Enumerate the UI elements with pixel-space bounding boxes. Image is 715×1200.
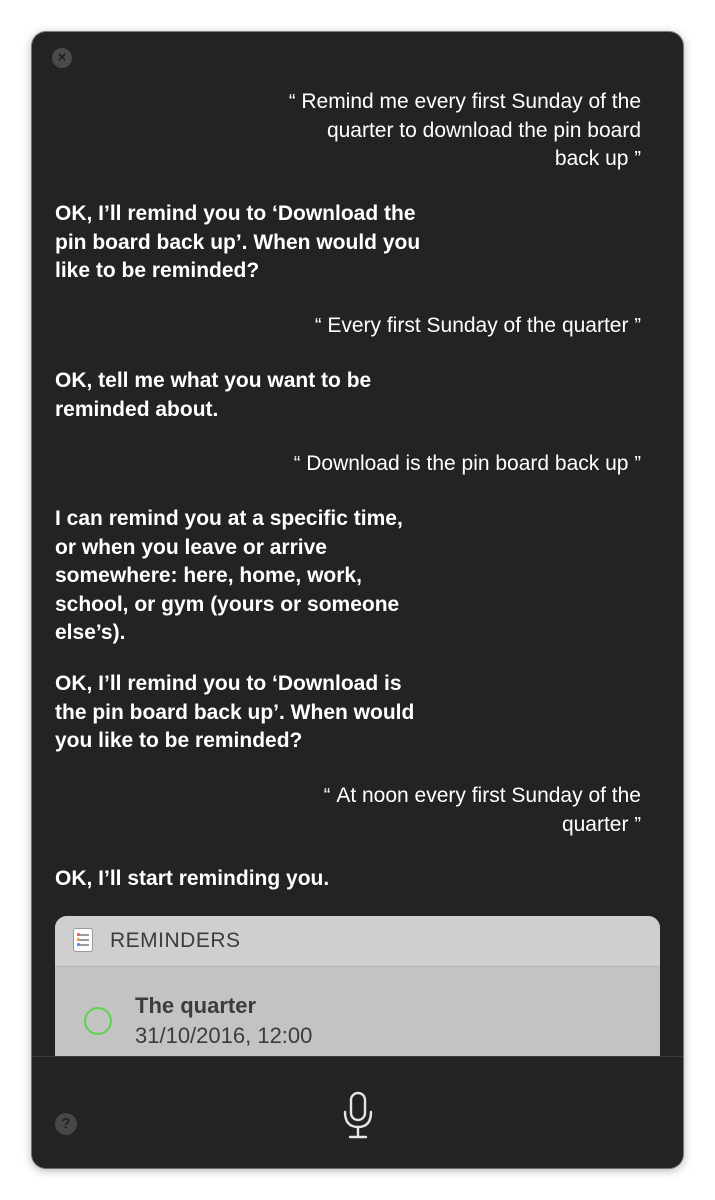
microphone-icon xyxy=(340,1091,376,1141)
siri-response: OK, tell me what you want to be reminded about. xyxy=(55,369,372,421)
reminder-checkbox[interactable] xyxy=(84,1007,112,1035)
siri-response: OK, I’ll start reminding you. xyxy=(55,867,330,890)
reminder-item[interactable] xyxy=(55,967,660,1056)
user-utterance: “ Download is the pin board back up ” xyxy=(293,452,641,475)
siri-footer xyxy=(32,1056,683,1168)
user-utterance: “ At noon every first Sunday of the quarter ” xyxy=(323,784,641,836)
reminder-date: 31/10/2016, 12:00 xyxy=(135,1023,313,1048)
siri-response: OK, I’ll remind you to ‘Download is the pin board back up’. When would you like to be reminded? xyxy=(55,672,415,752)
close-icon: × xyxy=(57,49,67,66)
reminders-card-title: REMINDERS xyxy=(110,929,241,952)
microphone-button[interactable] xyxy=(340,1091,376,1141)
siri-window xyxy=(32,32,683,1168)
help-icon: ? xyxy=(61,1115,71,1132)
help-button[interactable] xyxy=(55,1113,77,1135)
user-utterance: “ Remind me every first Sunday of the quarter to download the pin board back up ” xyxy=(288,90,641,170)
reminders-card[interactable] xyxy=(55,916,660,1056)
siri-response: OK, I’ll remind you to ‘Download the pin board back up’. When would you like to be reminded? xyxy=(55,202,421,282)
user-utterance: “ Every first Sunday of the quarter ” xyxy=(314,314,641,337)
reminders-card-header xyxy=(55,916,660,967)
reminders-app-icon xyxy=(73,928,93,952)
conversation-transcript xyxy=(32,32,683,1056)
reminder-title: The quarter xyxy=(135,993,257,1018)
siri-response: I can remind you at a specific time, or when you leave or arrive somewhere: here, home, work, school, or gym (yours or someone else’s). xyxy=(55,507,403,644)
